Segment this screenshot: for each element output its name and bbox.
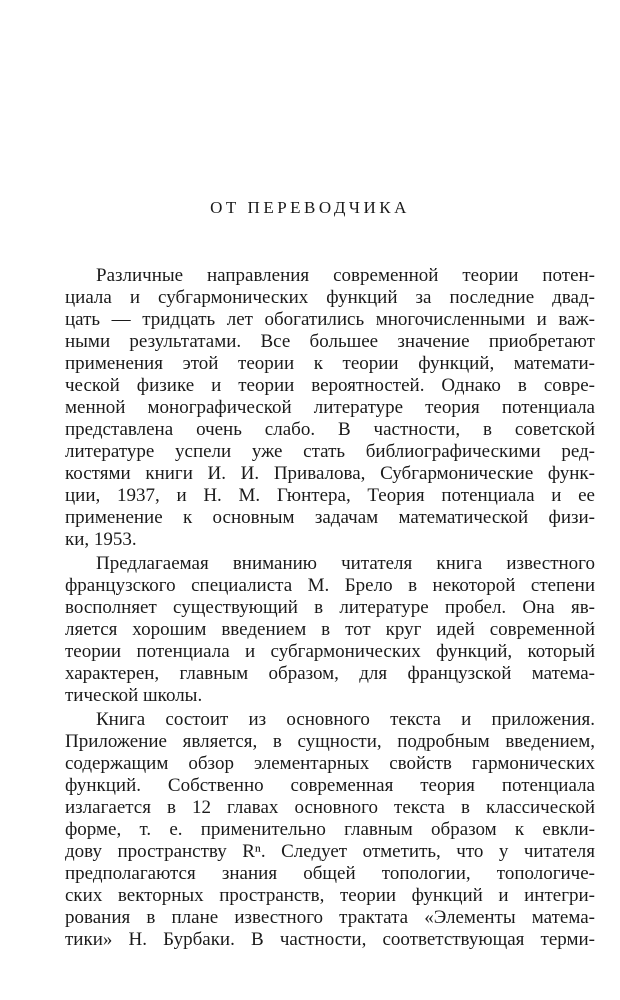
text-line: тической школы. bbox=[65, 685, 203, 706]
text-line: Книга состоит из основного текста и приложения. bbox=[96, 709, 595, 730]
text-line: форме, т. е. применительно главным образом к евкли- bbox=[65, 819, 595, 840]
text-line: костями книги И. И. Привалова, Субгармонические функ- bbox=[65, 463, 595, 484]
text-line: ческой физике и теории вероятностей. Однако в совре- bbox=[65, 375, 595, 396]
text-line: восполняет существующий в литературе пробел. Она яв- bbox=[65, 597, 595, 618]
text-line: французского специалиста М. Брело в некоторой степени bbox=[65, 575, 595, 596]
text-line: литературе успели уже стать библиографическими ред- bbox=[65, 441, 595, 462]
text-line: применения этой теории к теории функций, математи- bbox=[65, 353, 595, 374]
text-line: тики» Н. Бурбаки. В частности, соответствующая терми- bbox=[65, 929, 595, 950]
text-line: представлена очень слабо. В частности, в советской bbox=[65, 419, 595, 440]
text-line: рования в плане известного трактата «Элементы матема- bbox=[65, 907, 595, 928]
text-line: Приложение является, в сущности, подробным введением, bbox=[65, 731, 595, 752]
text-line: ляется хорошим введением в тот круг идей современной bbox=[65, 619, 595, 640]
text-line: цать — тридцать лет обогатились многочисленными и важ- bbox=[65, 309, 595, 330]
text-line: Предлагаемая вниманию читателя книга известного bbox=[96, 553, 595, 574]
text-line: Различные направления современной теории потен- bbox=[96, 265, 595, 286]
text-line: ских векторных пространств, теории функций и интегри- bbox=[65, 885, 595, 906]
text-line: дову пространству Rⁿ. Следует отметить, что у читателя bbox=[65, 841, 595, 862]
text-line: ными результатами. Все большее значение приобретают bbox=[65, 331, 595, 352]
text-line: ки, 1953. bbox=[65, 529, 137, 550]
text-line: циала и субгармонических функций за последние двад- bbox=[65, 287, 595, 308]
text-line: предполагаются знания общей топологии, топологиче- bbox=[65, 863, 595, 884]
page-title: ОТ ПЕРЕВОДЧИКА bbox=[210, 198, 410, 217]
text-line: функций. Собственно современная теория потенциала bbox=[65, 775, 595, 796]
text-line: излагается в 12 главах основного текста в классической bbox=[65, 797, 595, 818]
text-line: применение к основным задачам математической физи- bbox=[65, 507, 595, 528]
text-line: ции, 1937, и Н. М. Гюнтера, Теория потенциала и ее bbox=[65, 485, 595, 506]
text-line: менной монографической литературе теория потенциала bbox=[65, 397, 595, 418]
text-line: теории потенциала и субгармонических функций, который bbox=[65, 641, 595, 662]
text-line: характерен, главным образом, для французской матема- bbox=[65, 663, 595, 684]
text-line: содержащим обзор элементарных свойств гармонических bbox=[65, 753, 595, 774]
